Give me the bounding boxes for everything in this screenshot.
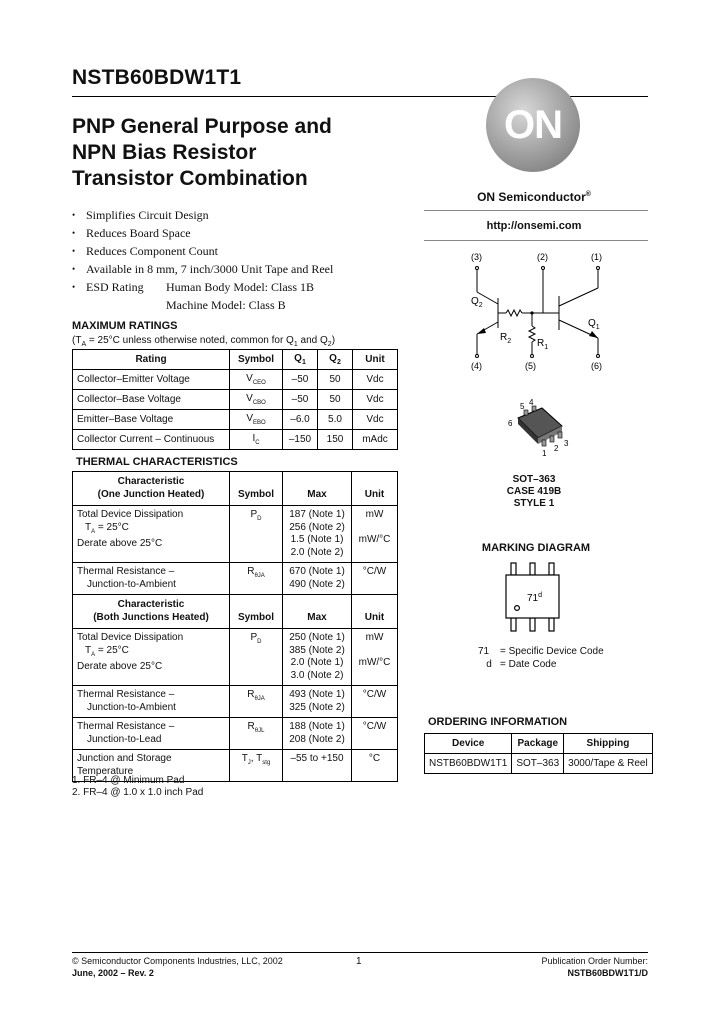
col-symbol: Symbol — [230, 472, 283, 506]
col-rating: Rating — [73, 350, 230, 370]
col-characteristic: Characteristic (One Junction Heated) — [73, 472, 230, 506]
esd-label: ESD Rating — [86, 280, 144, 294]
pkg-pin-2: 2 — [554, 444, 559, 453]
table-row: Total Device Dissipation $T_A = 25^\circ C$ Derate above 25°C $P_D$ 187 (Note 1) 256 (Note 2) 1.5 (Note 1) 2.0 (Note 2) mW mW/°C — [73, 506, 398, 563]
pin-3-label: (3) — [471, 252, 482, 262]
table-row: Collector Current – Continuous $I_C$ –150 150 mAdc — [73, 430, 398, 450]
feature-item: • Simplifies Circuit Design — [72, 206, 333, 224]
col-q2: $Q_2$ — [318, 350, 353, 370]
marking-legend: 71 = Specific Device Code d = Date Code — [478, 646, 604, 670]
feature-item: • Available in 8 mm, 7 inch/3000 Unit Tape and Reel — [72, 260, 333, 278]
r1-label: $R_1$ — [537, 338, 549, 351]
pin-1-label: (1) — [591, 252, 602, 262]
copyright: © Semiconductor Components Industries, LLC, 2002 — [72, 956, 283, 966]
title-line-1: PNP General Purpose and — [72, 115, 332, 138]
marking-code: 71$^d$ — [527, 592, 543, 604]
feature-list — [72, 206, 333, 314]
feature-item: • Reduces Board Space — [72, 224, 333, 242]
publication-number: NSTB60BDW1T1/D — [567, 968, 648, 978]
table-header-row: Characteristic (Both Junctions Heated) Symbol Max Unit — [73, 595, 398, 629]
pkg-pin-6: 6 — [508, 419, 513, 428]
table-row: NSTB60BDW1T1 SOT–363 3000/Tape & Reel — [425, 754, 653, 774]
esd-mm: Machine Model: Class B — [166, 298, 286, 312]
max-ratings-condition: ($T_A = 25^\circ C$ unless otherwise noted, common for $Q_1$ and $Q_2$) — [72, 335, 336, 348]
document-title — [72, 114, 412, 192]
page-number: 1 — [356, 956, 362, 967]
feature-item: • Reduces Component Count — [72, 242, 333, 260]
on-logo — [486, 78, 580, 172]
table-header-row — [73, 472, 398, 506]
website-url: http://onsemi.com — [486, 220, 582, 232]
notes — [72, 775, 203, 799]
r2-label: $R_2$ — [500, 332, 512, 345]
pkg-pin-4: 4 — [529, 398, 534, 407]
table-row: Thermal Resistance – Junction-to-Ambient $R_{\theta JA}$ 670 (Note 1) 490 (Note 2) °C/W — [73, 563, 398, 595]
schematic-diagram — [424, 248, 648, 378]
table-row: Emitter–Base Voltage $V_{EBO}$ –6.0 5.0 Vdc — [73, 410, 398, 430]
q2-label: $Q_2$ — [471, 296, 483, 309]
package-drawing — [500, 396, 580, 460]
table-row: Total Device Dissipation $T_A = 25^\circ C$ Derate above 25°C $P_D$ 250 (Note 1) 385 (Note 2) 2.0 (Note 1) 3.0 (Note 2) mW mW/°C — [73, 629, 398, 686]
q1-label: $Q_1$ — [588, 318, 600, 331]
brand-name: ON Semiconductor® — [477, 190, 591, 204]
logo-text: ON — [504, 103, 562, 147]
ordering-table — [424, 733, 653, 774]
table-header-row — [73, 350, 398, 370]
table-header-row: Device Package Shipping — [425, 734, 653, 754]
table-row: Collector–Base Voltage $V_{CBO}$ –50 50 Vdc — [73, 390, 398, 410]
revision-date: June, 2002 – Rev. 2 — [72, 968, 154, 978]
table-row: Collector–Emitter Voltage $V_{CEO}$ –50 50 Vdc — [73, 370, 398, 390]
col-unit: Unit — [352, 472, 398, 506]
pin-2-label: (2) — [537, 252, 548, 262]
col-q1: $Q_1$ — [283, 350, 318, 370]
note-2: 2. FR–4 @ 1.0 x 1.0 inch Pad — [72, 787, 204, 798]
footer-rule — [72, 952, 648, 953]
pin-4-label: (4) — [471, 361, 482, 371]
pin-5-label: (5) — [525, 361, 536, 371]
max-ratings-table — [72, 349, 398, 450]
title-line-3: Transistor Combination — [72, 167, 308, 190]
thermal-table — [72, 471, 398, 782]
part-number: NSTB60BDW1T1 — [72, 66, 242, 89]
col-unit: Unit — [353, 350, 398, 370]
brand-rule — [424, 210, 648, 211]
marking-title: MARKING DIAGRAM — [481, 542, 591, 554]
col-max: Max — [283, 472, 352, 506]
marking-diagram — [500, 560, 570, 636]
note-1: 1. FR–4 @ Minimum Pad — [72, 775, 185, 786]
pkg-pin-1: 1 — [542, 449, 547, 458]
max-ratings-heading: MAXIMUM RATINGS — [72, 320, 178, 332]
thermal-heading: THERMAL CHARACTERISTICS — [76, 456, 238, 468]
pkg-pin-5: 5 — [520, 402, 525, 411]
esd-hbm: Human Body Model: Class 1B — [166, 280, 315, 294]
pkg-pin-3: 3 — [564, 439, 569, 448]
col-symbol: Symbol — [230, 350, 283, 370]
publication-label: Publication Order Number: — [541, 956, 648, 966]
esd-rating — [72, 278, 333, 296]
package-label: SOT–363 CASE 419B STYLE 1 — [506, 474, 562, 509]
table-row: Junction and Storage Temperature $T_J$, $T_{stg}$ –55 to +150 °C — [73, 750, 398, 782]
url-rule — [424, 240, 648, 241]
title-line-2: NPN Bias Resistor — [72, 141, 257, 164]
table-row: Thermal Resistance – Junction-to-Lead $R_{\theta JL}$ 188 (Note 1) 208 (Note 2) °C/W — [73, 718, 398, 750]
table-row: Thermal Resistance – Junction-to-Ambient $R_{\theta JA}$ 493 (Note 1) 325 (Note 2) °C/W — [73, 686, 398, 718]
ordering-title: ORDERING INFORMATION — [428, 716, 568, 728]
pin-6-label: (6) — [591, 361, 602, 371]
